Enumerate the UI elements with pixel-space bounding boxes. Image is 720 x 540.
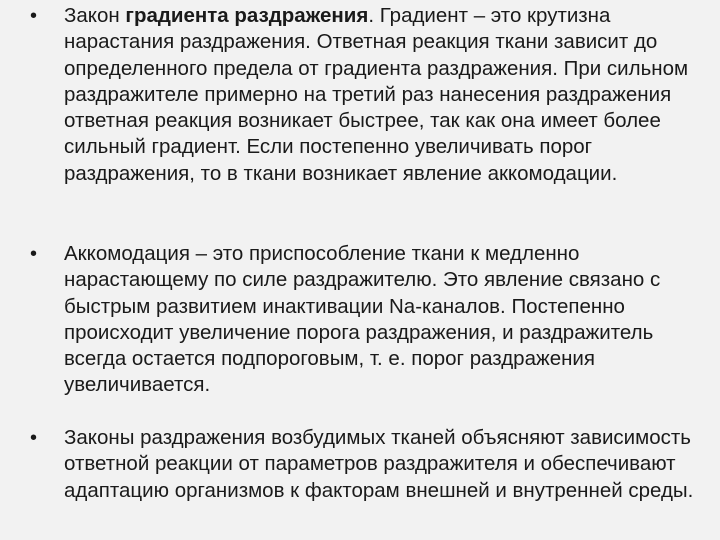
text-run: . Градиент – это крутизна нарастания раздражения. Ответная реакция ткани зависит до определенного предела от градиента раздражения. При сильном раздражителе примерно на третий раз нанесения раздражения ответная реакция возникает быстрее, так как она имеет более сильный градиент. Если постепенно увеличивать порог раздражения, то в ткани возникает явление аккомодации. [64,4,689,185]
bullet-item-laws-summary [22,425,702,504]
bullet-marker: • [30,427,38,449]
bullet-item-gradient-law [22,3,702,187]
bullet-text: Аккомодация – это приспособление ткани к медленно нарастающему по силе раздражителю. Это явление связано с быстрым развитием инактивации Na-каналов. Постепенно происходит увеличение порога раздражения, и раздражитель всегда остается подпороговым, т. е. порог раздражения увеличивается. [64,242,661,397]
bullet-text: Законы раздражения возбудимых тканей объясняют зависимость ответной реакции от параметров раздражителя и обеспечивают адаптацию организмов к факторам внешней и внутренней среды. [64,426,694,502]
bullet-marker: • [30,243,38,265]
bullet-marker: • [30,5,38,27]
bullet-text [64,4,688,185]
text-run: Закон [64,4,126,27]
bold-term: градиента раздражения [125,4,369,27]
bullet-item-accommodation [22,241,702,399]
